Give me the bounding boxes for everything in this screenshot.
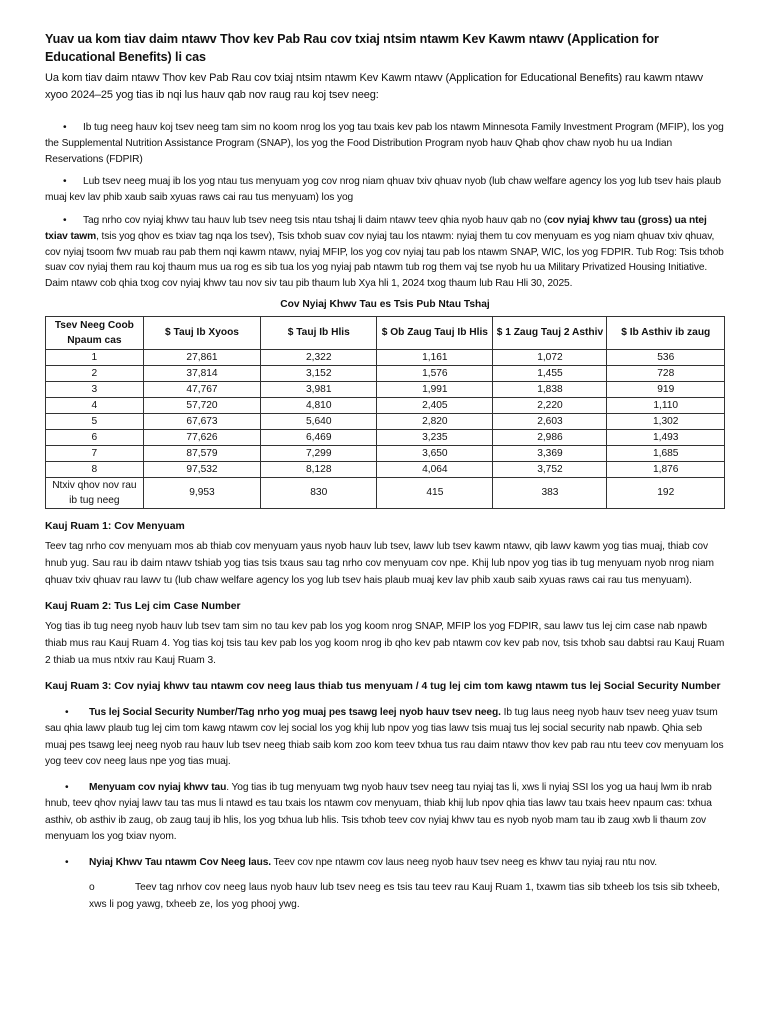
list-item: • Tag nrho cov nyiaj khwv tau hauv lub tsev neeg tsis ntau tshaj li daim ntawv teev qhia nyob hauv qab no (cov nyiaj khwv tau (gross) ua ntej txiav tawm, tsis yog qhov es txiav tag nqa los tsev), Tsis txhob suav cov nyiaj tau los ntawm: nyiaj them tu cov menyuam es yog niam qhuav txiv qhuav, cov nyiaj tsoom fwv muab rau pab them nqi kawm ntawv, nyiaj MFIP, los yog cov nyiaj tau pab los ntawm SNAP, WIC, los yog FDPIR. Tub Rog: Tsis txhob suav cov nyiaj them rau koj thaum mus ua rog es sib tua los yog nyiaj pab ntawm tub rog them vaj tse nyob hu ua Military Privatized Housing Initiative. Daim ntawv cob qhia txog cov nyiaj khwv tau nov siv tau pib thaum lub Xya hli 1, 2024 txog thaum lub Rau Hli 30, 2025. [45, 214, 724, 290]
table-cell: Ntxiv qhov nov rau ib tug neeg [46, 477, 144, 508]
table-cell: 1,991 [377, 381, 493, 397]
eligibility-list [45, 120, 725, 292]
table-cell: 830 [261, 477, 377, 508]
bullet-icon: • [63, 214, 67, 226]
table-cell: 1,576 [377, 365, 493, 381]
table-row [46, 429, 725, 445]
table-cell: 2,603 [493, 413, 607, 429]
section-heading: Kauj Ruam 2: Tus Lej cim Case Number [45, 600, 241, 612]
table-cell: 3,752 [493, 461, 607, 477]
table-cell: 4 [46, 397, 144, 413]
table-cell: 919 [607, 381, 725, 397]
table-row [46, 397, 725, 413]
list-item: • Ib tug neeg hauv koj tsev neeg tam sim no koom nrog los yog tau txais kev pab los ntawm Minnesota Family Investment Program (MFIP), los yog the Supplemental Nutrition Assistance Program (SNAP), los yog the Food Distribution Program nyob hauv Qhab qhov chaw nyob hu ua Indian Reservations (FDPIR) [45, 122, 724, 165]
section-body: Yog tias ib tug neeg nyob hauv lub tsev tam sim no tau kev pab los yog koom nrog SNAP, MFIP los yog FDPIR, sau lawv tus lej cim case nab npawb thiab mus rau Kauj Ruam 4. Yog tias koj tsis tau kev pab los yog koom nrog ib qho kev pab ntawm cov kev pab nov, tsis txhob sau dabtsi rau Kauj Ruam 2 thiab ua mus ntxiv rau Kauj Ruam 3. [45, 620, 725, 666]
table-row [46, 413, 725, 429]
table-cell: 1 [46, 349, 144, 365]
page-title: Yuav ua kom tiav daim ntawv Thov kev Pab Rau cov txiaj ntsim ntawm Kev Kawm ntawv (Application for Educational Benefits) li cas [45, 32, 659, 64]
income-table [45, 316, 725, 509]
table-cell: 6 [46, 429, 144, 445]
bullet-icon: • [65, 856, 69, 868]
table-cell: 2,405 [377, 397, 493, 413]
table-cell: 1,493 [607, 429, 725, 445]
table-cell: 1,302 [607, 413, 725, 429]
table-cell: 728 [607, 365, 725, 381]
table-cell: 536 [607, 349, 725, 365]
table-cell: 8,128 [261, 461, 377, 477]
table-cell: 1,161 [377, 349, 493, 365]
table-cell: 3 [46, 381, 144, 397]
column-header: Tsev Neeg Coob Npaum cas [46, 316, 144, 349]
table-cell: 47,767 [143, 381, 260, 397]
list-item: • Nyiaj Khwv Tau ntawm Cov Neeg laus. Teev cov npe ntawm cov laus neeg nyob hauv tsev neeg es khwv tau nyiaj rau ntu nov. [45, 855, 725, 872]
table-cell: 3,235 [377, 429, 493, 445]
list-item: • Lub tsev neeg muaj ib los yog ntau tus menyuam yog cov nrog niam qhuav txiv qhuav nyob (lub chaw welfare agency los yog lub tsev hais plaub muaj kev lav phib xaub saib xyuas raws cai rau tus menyuam) los yog [45, 176, 721, 204]
table-cell: 5,640 [261, 413, 377, 429]
table-cell: 7,299 [261, 445, 377, 461]
column-header: $ 1 Zaug Tauj 2 Asthiv [493, 316, 607, 349]
column-header: $ Ob Zaug Tauj Ib Hlis [377, 316, 493, 349]
bullet-icon: • [63, 176, 67, 188]
table-cell: 3,650 [377, 445, 493, 461]
table-cell: 1,876 [607, 461, 725, 477]
table-cell: 1,110 [607, 397, 725, 413]
table-cell: 2,322 [261, 349, 377, 365]
table-cell: 2,220 [493, 397, 607, 413]
bullet-icon: • [65, 781, 69, 793]
table-cell: 2,820 [377, 413, 493, 429]
table-cell: 7 [46, 445, 144, 461]
table-cell: 4,064 [377, 461, 493, 477]
section-heading: Kauj Ruam 1: Cov Menyuam [45, 520, 185, 532]
table-cell: 57,720 [143, 397, 260, 413]
table-cell: 6,469 [261, 429, 377, 445]
bullet-icon: • [63, 122, 67, 133]
section-body: Teev tag nrho cov menyuam mos ab thiab cov menyuam yaus nyob hauv lub tsev, lawv lub tsev kawm ntawv, qib lawv kawm yog tias muaj, thiab cov hnub yug. Sau rau ib daim ntawv tshiab yog tias tsis txaus sau tag nrho cov menyuam cov npe. Khij lub npov yog tias ib tug menyuam nyob nrog niam qhuav txiv qhuav rau lawv tu (lub chaw welfare agency los yog lub tsev hais plaub muaj kev lav phib xaub saib xyuas raws cai rau tus menyuam). [45, 540, 714, 586]
table-row [46, 445, 725, 461]
table-cell: 1,685 [607, 445, 725, 461]
table-cell: 383 [493, 477, 607, 508]
table-cell: 27,861 [143, 349, 260, 365]
table-row [46, 477, 725, 508]
table-row [46, 381, 725, 397]
table-row [46, 461, 725, 477]
table-row [46, 365, 725, 381]
column-header: $ Ib Asthiv ib zaug [607, 316, 725, 349]
column-header: $ Tauj Ib Xyoos [143, 316, 260, 349]
table-cell: 192 [607, 477, 725, 508]
section-heading: Kauj Ruam 3: Cov nyiaj khwv tau ntawm cov neeg laus thiab tus menyuam / 4 tug lej cim tom kawg ntawm tus lej Social Security Number [45, 680, 721, 692]
table-cell: 2 [46, 365, 144, 381]
list-item: • Menyuam cov nyiaj khwv tau. Yog tias ib tug menyuam twg nyob hauv tsev neeg tau nyiaj tas li, xws li nyiaj SSI los yog ua hauj lwm ib nrab hnub, teev qhov nyiaj lawv tau tas mus li ntawd es tau txais los ntawm cov menyuam, thiab khij lub npov qhia tias lawv tau txais heev npaum cas: txhua asthiv, ob asthiv ib zaug, ob zaug tauj ib hlis, los yog txhua lub hlis. Tsis txhob teev cov nyiaj khwv tau es nyob nyob mam tau ib zaug xwb li thaum zov menyuam los yog txiav nyom. [45, 781, 712, 843]
table-cell: 8 [46, 461, 144, 477]
intro-paragraph: Ua kom tiav daim ntawv Thov kev Pab Rau cov txiaj ntsim ntawm Kev Kawm ntawv (Application for Educational Benefits) rau kawm ntawv xyoo 2024–25 yog tias ib nqi lus hauv qab nov raug rau koj tsev neeg: [45, 72, 704, 101]
table-cell: 3,152 [261, 365, 377, 381]
table-cell: 37,814 [143, 365, 260, 381]
table-cell: 415 [377, 477, 493, 508]
table-cell: 3,369 [493, 445, 607, 461]
step3-list [45, 705, 725, 872]
table-row [46, 349, 725, 365]
sub-bullet-icon: o [89, 882, 95, 894]
table-cell: 77,626 [143, 429, 260, 445]
table-cell: 4,810 [261, 397, 377, 413]
table-cell: 67,673 [143, 413, 260, 429]
table-cell: 5 [46, 413, 144, 429]
table-cell: 97,532 [143, 461, 260, 477]
table-cell: 3,981 [261, 381, 377, 397]
table-cell: 9,953 [143, 477, 260, 508]
table-cell: 1,455 [493, 365, 607, 381]
table-body [46, 349, 725, 508]
table-title: Cov Nyiaj Khwv Tau es Tsis Pub Ntau Tshaj [280, 298, 490, 310]
table-cell: 1,072 [493, 349, 607, 365]
column-header: $ Tauj Ib Hlis [261, 316, 377, 349]
sub-list-item: o Teev tag nrhov cov neeg laus nyob hauv lub tsev neeg es tsis tau teev rau Kauj Ruam 1, txawm tias sib txheeb los tsis sib txheeb, xws li pog yawg, txheeb ze, los yog phooj ywg. [89, 882, 720, 910]
table-cell: 1,838 [493, 381, 607, 397]
bullet-icon: • [65, 706, 69, 718]
table-cell: 2,986 [493, 429, 607, 445]
document-page [45, 30, 725, 913]
list-item: • Tus lej Social Security Number/Tag nrho yog muaj pes tsawg leej nyob hauv tsev neeg. Ib tug laus neeg nyob hauv tsev neeg yuav tsum sau qhia lawv plaub tug lej cim tom kawg ntawm cov lej social los yog khij lub npov yog tias lawv tsis muaj tus lej social security nab npawb. Qhia seb muaj pes tsawg leej neeg nyob rau hauv lub tsev neeg thiab saib kom zoo kom teev txhua tus rau daim ntawv thov kev pab rau ntu teev cov menyuam los yog teev cov neeg laus npe yog tias muaj. [45, 706, 724, 768]
table-header-row [46, 316, 725, 349]
table-cell: 87,579 [143, 445, 260, 461]
